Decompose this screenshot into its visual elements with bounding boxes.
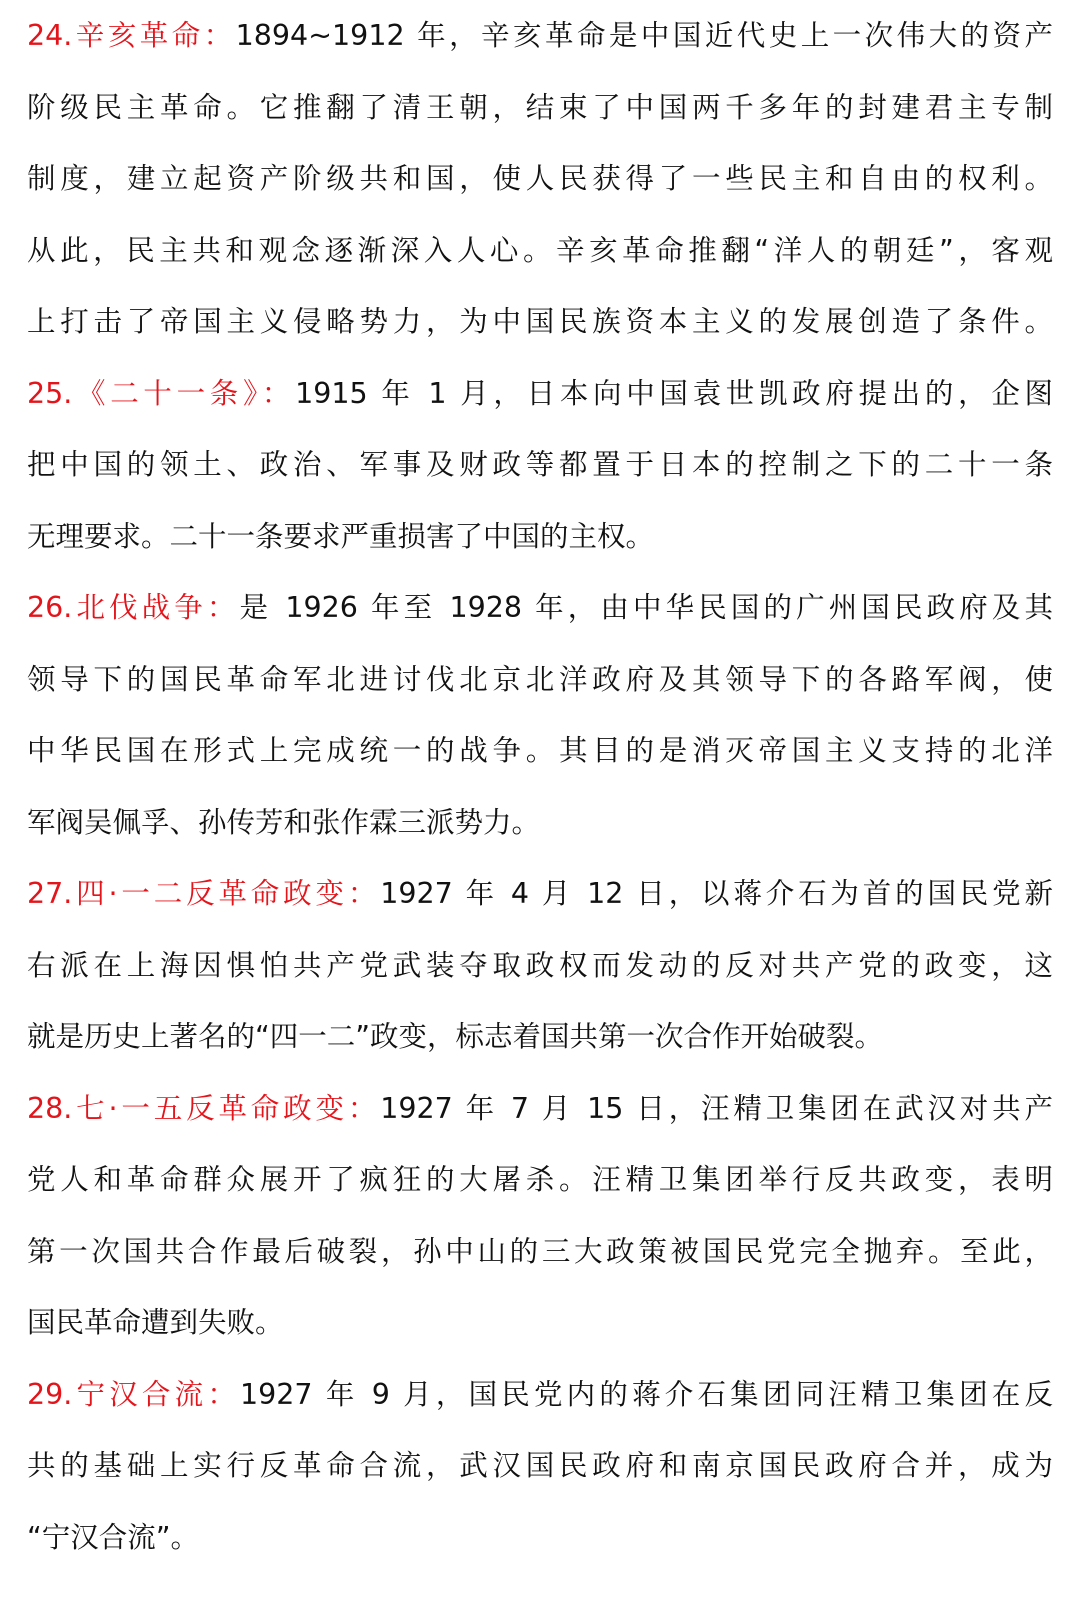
entry-29-line-2 [27,1430,1053,1502]
entry-24-term: 24.辛亥革命： [27,19,236,52]
entry-27-text-2: 右派在上海因惧怕共产党武装夺取政权而发动的反对共产党的政变，这 [27,948,1053,982]
entry-24-text-1: 1894~1912 年，辛亥革命是中国近代史上一次伟大的资产 [235,19,1053,52]
history-terms-document [27,0,1053,1573]
entry-24-text-3: 制度，建立起资产阶级共和国，使人民获得了一些民主和自由的权利。 [27,162,1053,195]
entry-25-line-2 [27,429,1053,501]
entry-28-line-4 [27,1287,1053,1359]
entry-28-text-4: 国民革命遭到失败。 [27,1306,284,1339]
entry-27-line-3 [27,1001,1053,1073]
entry-26-text-4: 军阀吴佩孚、孙传芳和张作霖三派势力。 [27,805,541,839]
entry-28-line-1 [27,1073,1053,1145]
entry-28-text-2: 党人和革命群众展开了疯狂的大屠杀。汪精卫集团举行反共政变，表明 [27,1163,1053,1196]
entry-26-line-1 [27,572,1053,644]
entry-27-text-3: 就是历史上著名的“四一二”政变，标志着国共第一次合作开始破裂。 [27,1020,884,1053]
entry-29-line-1 [27,1359,1053,1431]
entry-25-text-2: 把中国的领土、政治、军事及财政等都置于日本的控制之下的二十一条 [27,448,1053,481]
entry-26-text-1: 是 1926 年至 1928 年，由中华民国的广州国民政府及其 [239,591,1053,624]
entry-28-line-3 [27,1216,1053,1288]
entry-25-text-1: 1915 年 1 月，日本向中国袁世凯政府提出的，企图 [295,376,1053,410]
entry-29-term: 29.宁汉合流： [27,1377,241,1411]
entry-28-text-1: 1927 年 7 月 15 日，汪精卫集团在武汉对共产 [380,1091,1053,1125]
entry-26-term: 26.北伐战争： [27,591,240,624]
entry-29-text-1: 1927 年 9 月，国民党内的蒋介石集团同汪精卫集团在反 [240,1377,1053,1411]
entry-24-text-4: 从此，民主共和观念逐渐深入人心。辛亥革命推翻“洋人的朝廷”，客观 [27,233,1053,267]
entry-27-line-2 [27,930,1053,1002]
entry-24-line-4 [27,215,1053,287]
entry-24-line-2 [27,72,1053,144]
entry-27-text-1: 1927 年 4 月 12 日，以蒋介石为首的国民党新 [380,877,1053,910]
entry-26-line-4 [27,787,1053,859]
entry-27-line-1 [27,858,1053,930]
entry-28-line-2 [27,1144,1053,1216]
entry-25-text-3: 无理要求。二十一条要求严重损害了中国的主权。 [27,519,655,553]
entry-26-line-3 [27,715,1053,787]
entry-28-text-3: 第一次国共合作最后破裂，孙中山的三大政策被国民党完全抛弃。至此， [27,1234,1053,1268]
entry-26-text-2: 领导下的国民革命军北进讨伐北京北洋政府及其领导下的各路军阀，使 [27,662,1053,696]
entry-29-line-3 [27,1502,1053,1574]
entry-24-text-2: 阶级民主革命。它推翻了清王朝，结束了中国两千多年的封建君主专制 [27,90,1053,124]
entry-25-term: 25.《二十一条》： [27,376,296,410]
entry-29-text-2: 共的基础上实行反革命合流，武汉国民政府和南京国民政府合并，成为 [27,1449,1053,1482]
entry-27-term: 27.四·一二反革命政变： [27,877,381,910]
entry-25-line-3 [27,501,1053,573]
entry-26-text-3: 中华民国在形式上完成统一的战争。其目的是消灭帝国主义支持的北洋 [27,734,1053,767]
entry-24-line-1 [27,0,1053,72]
entry-24-line-5 [27,286,1053,358]
entry-26-line-2 [27,644,1053,716]
entry-28-term: 28.七·一五反革命政变： [27,1091,381,1125]
entry-25-line-1 [27,358,1053,430]
entry-24-text-5: 上打击了帝国主义侵略势力，为中国民族资本主义的发展创造了条件。 [27,305,1053,338]
entry-29-text-3: “宁汉合流”。 [27,1520,200,1554]
entry-24-line-3 [27,143,1053,215]
